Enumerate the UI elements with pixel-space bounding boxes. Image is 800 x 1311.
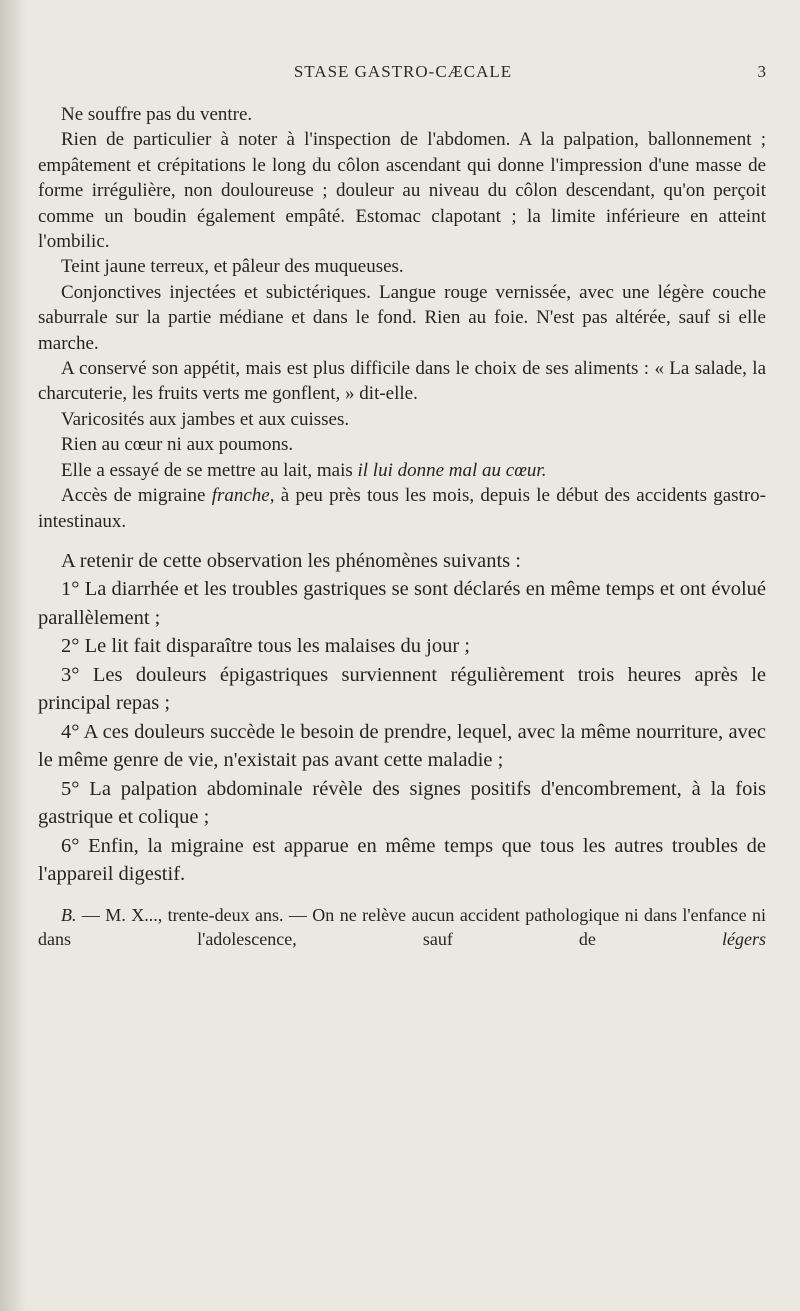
observation-paragraph: A conservé son appétit, mais est plus difficile dans le choix de ses aliments : « La salade, la charcuterie, les fruits verts me gonflent, » dit-elle.	[38, 358, 766, 405]
body-text	[38, 102, 766, 951]
running-head	[40, 62, 766, 86]
observation-paragraph: Teint jaune terreux, et pâleur des muqueuses.	[61, 256, 404, 278]
summary-item: 3° Les douleurs épigastriques surviennent régulièrement trois heures après le principal repas ;	[38, 663, 766, 715]
page-number: 3	[757, 62, 766, 81]
summary-item: 5° La palpation abdominale révèle des signes positifs d'encombrement, à la fois gastrique et colique ;	[38, 777, 766, 829]
case-b-paragraph: B. — M. X..., trente-deux ans. — On ne relève aucun accident pathologique ni dans l'enfance ni dans l'adolescence, sauf de légers	[38, 904, 766, 949]
summary-item: 6° Enfin, la migraine est apparue en même temps que tous les autres troubles de l'appareil digestif.	[38, 834, 766, 886]
observation-paragraph: Elle a essayé de se mettre au lait, mais il lui donne mal au cœur.	[61, 459, 547, 481]
observation-paragraph: Conjonctives injectées et subictériques. Langue rouge vernissée, avec une légère couche saburrale sur la partie médiane et dans le fond. Rien au foie. N'est pas altérée, sauf si elle marche.	[38, 281, 766, 354]
binding-shadow	[0, 0, 26, 1311]
observation-paragraph: Rien de particulier à noter à l'inspection de l'abdomen. A la palpation, ballonnement ; empâtement et crépitations le long du côlon ascendant qui donne l'impression d'une masse de forme irrégulière, non douloureuse ; douleur au niveau du côlon descendant, qu'on perçoit comme un boudin également empâté. Estomac clapotant ; la limite inférieure en atteint l'ombilic.	[38, 129, 766, 253]
running-title: STASE GASTRO-CÆCALE	[293, 62, 513, 81]
summary-item: 2° Le lit fait disparaître tous les malaises du jour ;	[61, 635, 470, 658]
case-label: B.	[61, 904, 77, 925]
italic-emphasis: franche	[211, 485, 270, 507]
summary-item: 1° La diarrhée et les troubles gastriques se sont déclarés en même temps et ont évolué parallèlement ;	[38, 578, 766, 629]
italic-emphasis: il lui donne mal au cœur.	[357, 459, 547, 481]
observation-paragraph: Accès de migraine franche, à peu près tous les mois, depuis le début des accidents gastro-intestinaux.	[38, 485, 766, 532]
summary-intro: A retenir de cette observation les phénomènes suivants :	[61, 549, 521, 572]
italic-emphasis: légers	[722, 928, 766, 949]
observation-paragraph: Rien au cœur ni aux poumons.	[61, 434, 294, 456]
observation-paragraph: Varicosités aux jambes et aux cuisses.	[61, 408, 350, 430]
observation-paragraph: Ne souffre pas du ventre.	[61, 104, 253, 125]
summary-item: 4° A ces douleurs succède le besoin de prendre, lequel, avec la même nourriture, avec le même genre de vie, n'existait pas avant cette maladie ;	[38, 720, 766, 772]
